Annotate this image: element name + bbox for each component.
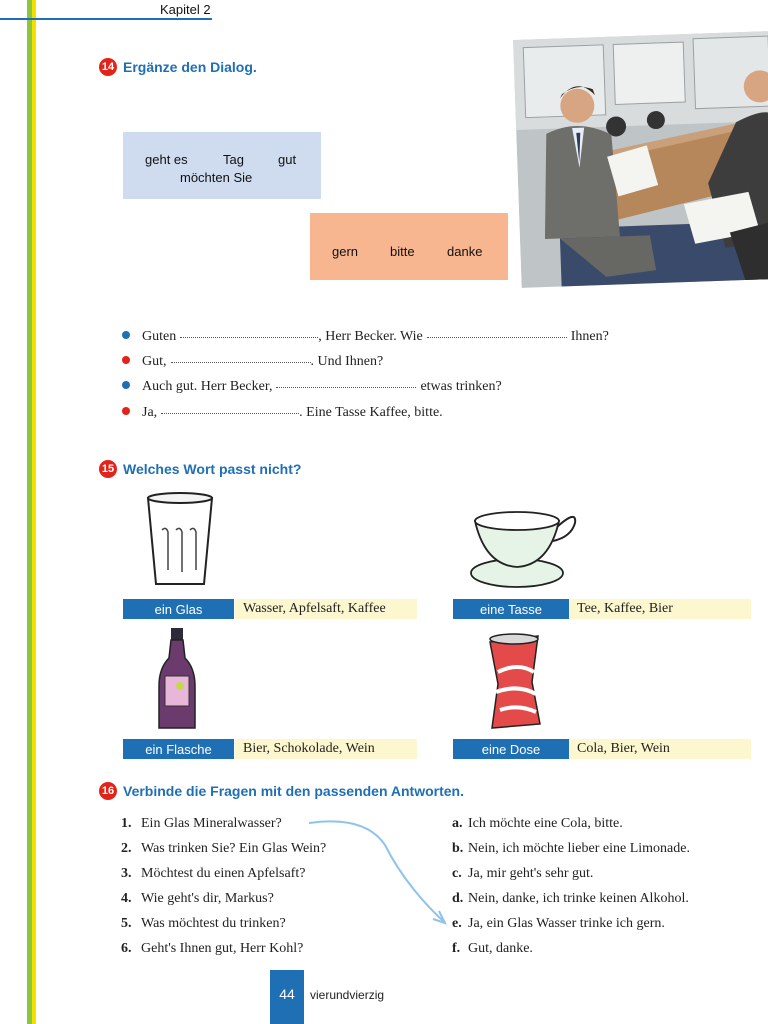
vessel-label: ein Flasche xyxy=(123,739,234,759)
meeting-photo xyxy=(513,31,768,288)
blank-field[interactable] xyxy=(276,386,416,388)
blank-field[interactable] xyxy=(180,336,318,338)
glass-icon xyxy=(140,490,220,590)
exercise-title: Ergänze den Dialog. xyxy=(123,59,257,75)
dialog-text: Gut, xyxy=(142,354,167,369)
word: Tag xyxy=(223,152,244,167)
word-options: Tee, Kaffee, Bier xyxy=(569,599,751,619)
bottle-icon xyxy=(155,628,200,733)
word: möchten Sie xyxy=(180,170,253,185)
item-text: Wie geht's dir, Markus? xyxy=(141,891,274,906)
item-text: Ja, ein Glas Wasser trinke ich gern. xyxy=(468,916,665,931)
item-text: Gut, danke. xyxy=(468,941,533,956)
speaker-dot-blue xyxy=(122,381,130,389)
word: gern xyxy=(332,244,359,259)
item-number: 4. xyxy=(121,891,132,906)
item-letter: f. xyxy=(452,941,461,956)
cup-icon xyxy=(465,505,580,590)
answer-item[interactable] xyxy=(452,891,689,907)
question-item[interactable] xyxy=(121,841,326,857)
word-box-blue xyxy=(123,132,321,199)
exercise-number-badge: 16 xyxy=(99,782,117,800)
item-number: 2. xyxy=(121,841,132,856)
dialog-line-4 xyxy=(122,405,443,421)
item-number: 1. xyxy=(121,816,132,831)
item-text: Ich möchte eine Cola, bitte. xyxy=(468,816,623,831)
answer-item[interactable] xyxy=(452,916,665,932)
item-text: Nein, ich möchte lieber eine Limonade. xyxy=(468,841,690,856)
dialog-text: . Eine Tasse Kaffee, bitte. xyxy=(299,405,443,420)
page-number-word: vierundvierzig xyxy=(310,988,385,1002)
dialog-text: Ihnen? xyxy=(570,329,609,344)
item-number: 3. xyxy=(121,866,132,881)
answer-item[interactable] xyxy=(452,841,690,857)
dialog-text: etwas trinken? xyxy=(420,379,502,394)
header-rule xyxy=(0,18,212,20)
item-letter: e. xyxy=(452,916,462,931)
item-text: Was möchtest du trinken? xyxy=(141,916,286,931)
dialog-line-3 xyxy=(122,379,502,395)
item-text: Möchtest du einen Apfelsaft? xyxy=(141,866,306,881)
dialog-text: Auch gut. Herr Becker, xyxy=(142,379,273,394)
exercise-title: Welches Wort passt nicht? xyxy=(123,461,302,477)
word: gut xyxy=(278,152,297,167)
blank-field[interactable] xyxy=(161,412,299,414)
exercise-number-badge: 14 xyxy=(99,58,117,76)
page-number: 44 xyxy=(270,970,304,1024)
vessel-label: eine Dose xyxy=(453,739,569,759)
dialog-line-1 xyxy=(122,329,609,345)
can-icon xyxy=(478,632,550,732)
item-number: 5. xyxy=(121,916,132,931)
speaker-dot-red xyxy=(122,356,130,364)
exercise-16-heading xyxy=(99,782,464,800)
word: danke xyxy=(447,244,483,259)
word-options: Bier, Schokolade, Wein xyxy=(235,739,417,759)
dialog-text: . Und Ihnen? xyxy=(310,354,384,369)
speaker-dot-blue xyxy=(122,331,130,339)
question-item[interactable] xyxy=(121,916,286,932)
margin-stripe-yellow xyxy=(32,0,36,1024)
item-text: Was trinken Sie? Ein Glas Wein? xyxy=(141,841,327,856)
dialog-text: Ja, xyxy=(142,405,158,420)
word-options: Cola, Bier, Wein xyxy=(569,739,751,759)
item-text: Geht's Ihnen gut, Herr Kohl? xyxy=(141,941,304,956)
vessel-label: ein Glas xyxy=(123,599,234,619)
item-letter: d. xyxy=(452,891,464,906)
question-item[interactable] xyxy=(121,891,274,907)
exercise-15-heading xyxy=(99,460,301,478)
exercise-title: Verbinde die Fragen mit den passenden Antworten. xyxy=(123,783,464,799)
question-item[interactable] xyxy=(121,866,305,882)
item-letter: a. xyxy=(452,816,463,831)
item-text: Nein, danke, ich trinke keinen Alkohol. xyxy=(468,891,689,906)
item-text: Ja, mir geht's sehr gut. xyxy=(468,866,594,881)
chapter-label: Kapitel 2 xyxy=(160,2,211,17)
answer-item[interactable] xyxy=(452,941,533,957)
question-item[interactable] xyxy=(121,816,282,832)
answer-item[interactable] xyxy=(452,866,593,882)
dialog-line-2 xyxy=(122,354,383,370)
word: bitte xyxy=(390,244,415,259)
speaker-dot-red xyxy=(122,407,130,415)
word: geht es xyxy=(145,152,188,167)
blank-field[interactable] xyxy=(171,361,311,363)
vessel-label: eine Tasse xyxy=(453,599,569,619)
exercise-number-badge: 15 xyxy=(99,460,117,478)
dialog-text: Guten xyxy=(142,329,177,344)
exercise-14-heading xyxy=(99,58,257,76)
connector-arrow-icon xyxy=(305,815,455,935)
dialog-text: , Herr Becker. Wie xyxy=(318,329,423,344)
answer-item[interactable] xyxy=(452,816,623,832)
question-item[interactable] xyxy=(121,941,303,957)
word-options: Wasser, Apfelsaft, Kaffee xyxy=(235,599,417,619)
word-box-orange xyxy=(310,213,508,280)
item-number: 6. xyxy=(121,941,132,956)
item-letter: c. xyxy=(452,866,462,881)
item-text: Ein Glas Mineralwasser? xyxy=(141,816,282,831)
item-letter: b. xyxy=(452,841,464,856)
blank-field[interactable] xyxy=(427,336,567,338)
